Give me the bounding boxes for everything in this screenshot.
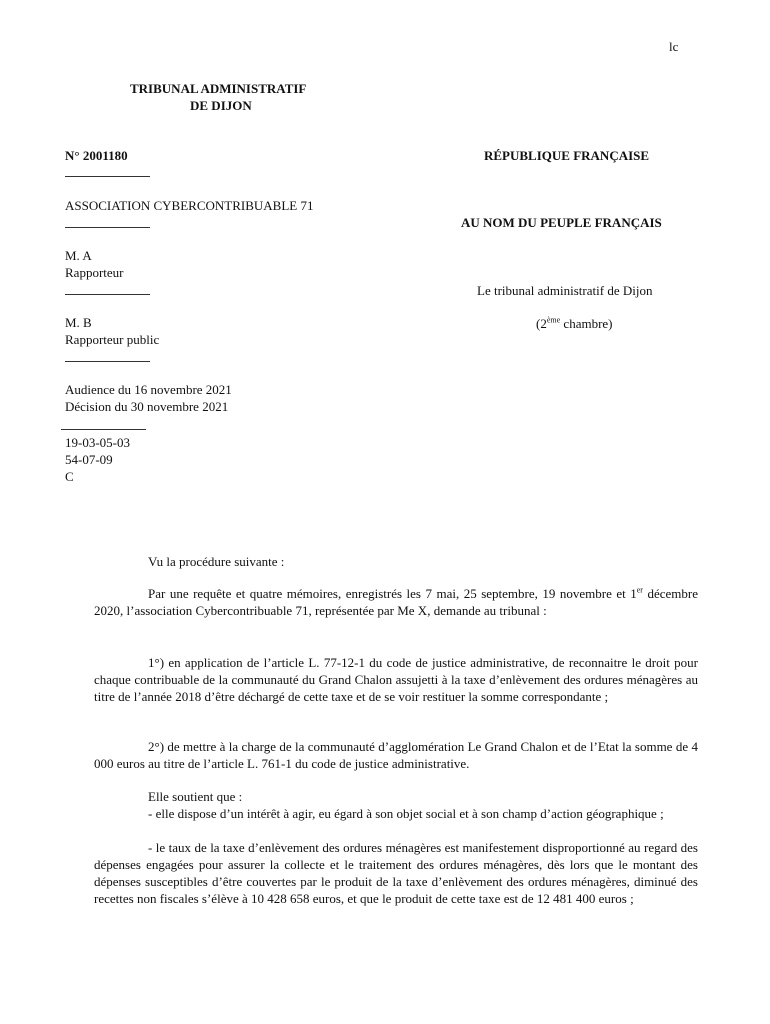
tribunal-name: Le tribunal administratif de Dijon <box>477 283 653 298</box>
ordinal-suffix: er <box>636 585 643 595</box>
classification-code: 19-03-05-03 <box>65 435 130 450</box>
rapporteur-name: M. A <box>65 248 92 263</box>
court-name-line2: DE DIJON <box>190 98 252 113</box>
hearing-date: Audience du 16 novembre 2021 <box>65 382 232 397</box>
chamber-prefix: (2 <box>536 316 547 331</box>
paragraph-argument-1: - elle dispose d’un intérêt à agir, eu égard à son objet social et à son champ d’action géographique ; <box>148 806 664 821</box>
paragraph-request-a: Par une requête et quatre mémoires, enregistrés les 7 mai, 25 septembre, 19 novembre et 1 <box>148 586 637 601</box>
case-number: N° 2001180 <box>65 148 128 163</box>
chamber-ordinal: ème <box>546 315 561 325</box>
chamber-suffix: chambre) <box>560 316 613 331</box>
paragraph-arguments-intro: Elle soutient que : <box>148 789 243 804</box>
paragraph-claim-1: 1°) en application de l’article L. 77-12-1 du code de justice administrative, de reconnaitre le droit pour chaque contribuable de la communauté du Grand Chalon assujetti à la taxe d’enlèvement des ordures ménagères au titre de l’année 2018 d’être déchargé de cette taxe et de se voir restituer la somme correspondante ; <box>94 655 698 704</box>
separator <box>65 176 150 177</box>
public-rapporteur-name: M. B <box>65 315 92 330</box>
separator <box>65 227 150 228</box>
separator <box>61 429 146 430</box>
party-name: ASSOCIATION CYBERCONTRIBUABLE 71 <box>65 198 314 213</box>
public-rapporteur-role: Rapporteur public <box>65 332 160 347</box>
people-heading: AU NOM DU PEUPLE FRANÇAIS <box>461 215 662 230</box>
paragraph-claim-2: 2°) de mettre à la charge de la communauté d’agglomération Le Grand Chalon et de l’Etat la somme de 4 000 euros au titre de l’article L. 761-1 du code de justice administrative. <box>94 739 698 771</box>
classification-code: 54-07-09 <box>65 452 113 467</box>
paragraph-argument-2: - le taux de la taxe d’enlèvement des ordures ménagères est manifestement disproportionné au regard des dépenses engagées pour assurer la collecte et le traitement des ordures ménagères, dès lors que le montant des dépenses susceptibles d’être couvertes par le produit de la taxe d’enlèvement des ordures ménagères, diminué des recettes non fiscales s’élève à 10 428 658 euros, et que le produit de cette taxe est de 12 481 400 euros ; <box>94 840 698 906</box>
chamber <box>536 315 613 332</box>
court-name-line1: TRIBUNAL ADMINISTRATIF <box>130 81 307 96</box>
procedure-intro: Vu la procédure suivante : <box>148 554 285 569</box>
paragraph-request <box>94 585 698 619</box>
separator <box>65 294 150 295</box>
decision-date: Décision du 30 novembre 2021 <box>65 399 229 414</box>
rapporteur-role: Rapporteur <box>65 265 124 280</box>
classification-code: C <box>65 469 74 484</box>
corner-mark: lc <box>669 39 679 54</box>
republic-heading: RÉPUBLIQUE FRANÇAISE <box>484 148 650 163</box>
separator <box>65 361 150 362</box>
paragraph-request-b: décembre 2020, l’association Cybercontribuable 71, représentée par Me X, demande au tribunal : <box>94 586 698 618</box>
